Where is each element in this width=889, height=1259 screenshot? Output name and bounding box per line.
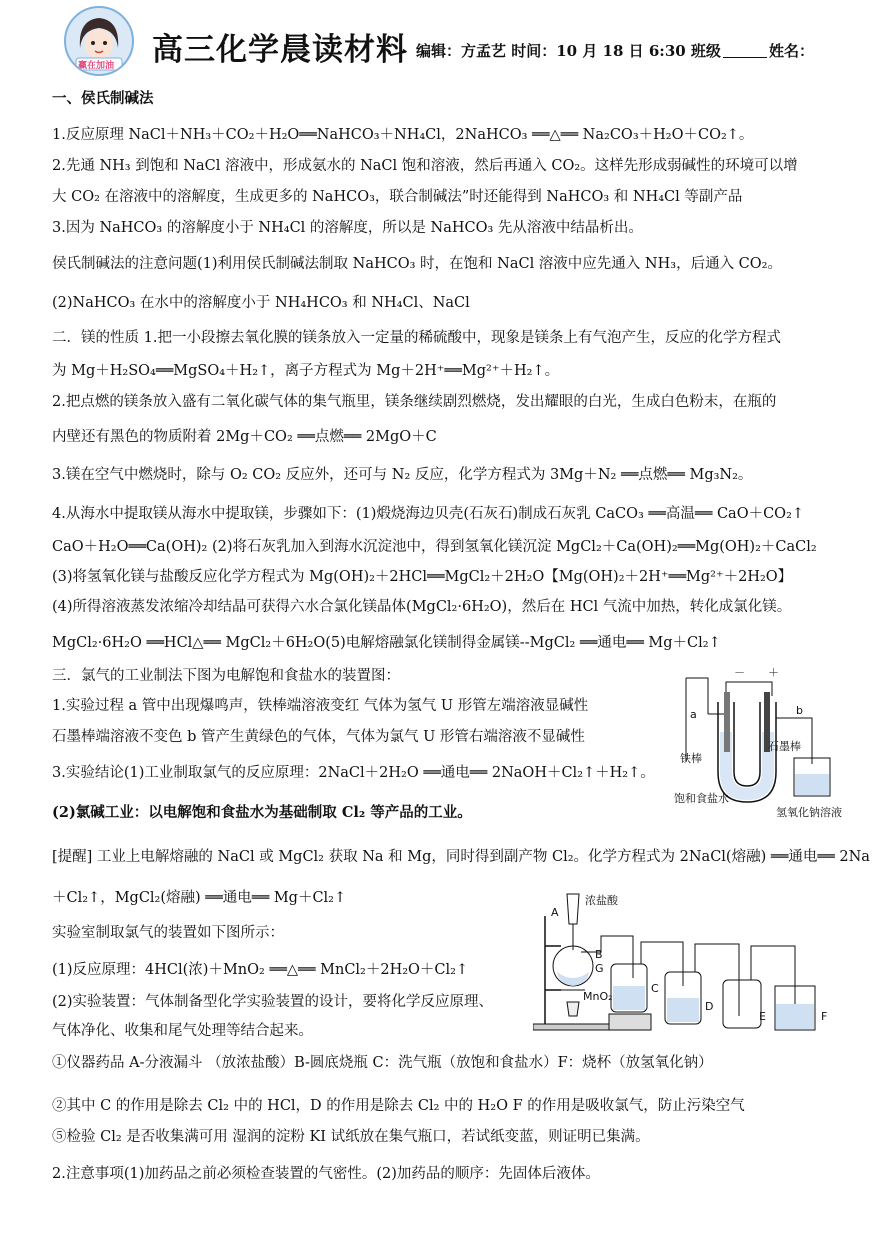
text-line: (2)实验装置：气体制备型化学实验装置的设计，要将化学反应原理、 (52, 994, 494, 1010)
header-meta (416, 40, 814, 61)
section-title-1: 一、侯氏制碱法 (52, 90, 154, 107)
meta-suffix: 姓名： (768, 42, 814, 60)
text-line: 3.因为 NaHCO₃ 的溶解度小于 NH₄Cl 的溶解度，所以是 NaHCO₃ 先从溶液中结晶析出。 (52, 220, 643, 236)
text-line: (2)NaHCO₃ 在水中的溶解度小于 NH₄HCO₃ 和 NH₄Cl、NaCl (52, 295, 470, 311)
electrolysis-figure (672, 662, 872, 822)
fig2-mno2-label: MnO₂ (583, 990, 613, 1003)
text-line: 大 CO₂ 在溶液中的溶解度，生成更多的 NaHCO₃，联合制碱法”时还能得到 NaHCO₃ 和 NH₄Cl 等副产品 (52, 189, 743, 205)
text-line: 2.先通 NH₃ 到饱和 NaCl 溶液中，形成氨水的 NaCl 饱和溶液，然后再通入 CO₂。这样先形成弱碱性的环境可以增 (52, 158, 798, 174)
page-title: 高三化学晨读材料 (152, 32, 408, 68)
fig2-label-c: C (651, 982, 659, 995)
text-line: 石墨棒端溶液不变色 b 管产生黄绿色的气体，气体为氯气 U 形管右端溶液不显碱性 (52, 729, 585, 745)
section-title-3: 三．氯气的工业制法下图为电解饱和食盐水的装置图： (52, 668, 400, 684)
text-line: ＋Cl₂↑，MgCl₂(熔融) ══通电══ Mg＋Cl₂↑ (52, 890, 347, 906)
text-line: 气体净化、收集和尾气处理等结合起来。 (52, 1023, 313, 1039)
fig2-label-b: B (595, 948, 603, 961)
text-line: 侯氏制碱法的注意问题(1)利用侯氏制碱法制取 NaHCO₃ 时，在饱和 NaCl 溶液中应先通入 NH₃，后通入 CO₂。 (52, 256, 782, 272)
text-line: 3.实验结论(1)工业制取氯气的反应原理：2NaCl＋2H₂O ══通电══ 2NaOH＋Cl₂↑＋H₂↑。 (52, 765, 655, 781)
fig2-label-d: D (705, 1000, 714, 1013)
text-line: ①仪器药品 A-分液漏斗 （放浓盐酸）B-圆底烧瓶 C：洗气瓶（放饱和食盐水）F：烧杯（放氢氧化钠） (52, 1055, 713, 1071)
text-line: 为 Mg＋H₂SO₄══MgSO₄＋H₂↑，离子方程式为 Mg＋2H⁺══Mg²⁺＋H₂↑。 (52, 363, 560, 379)
logo-text: 赢在加油 (78, 61, 115, 71)
text-line: CaO＋H₂O══Ca(OH)₂ (2)将石灰乳加入到海水沉淀池中，得到氢氧化镁沉淀 MgCl₂＋Ca(OH)₂══Mg(OH)₂＋CaCl₂ (52, 539, 817, 555)
fig1-minus: － (734, 666, 745, 679)
fig1-brine-label: 饱和食盐水 (674, 792, 729, 805)
text-line: 1.实验过程 a 管中出现爆鸣声，铁棒端溶液变红 气体为氢气 U 形管左端溶液显碱性 (52, 698, 589, 714)
fig2-label-f: F (821, 1010, 828, 1023)
fig1-a: a (690, 708, 697, 721)
class-blank (723, 43, 767, 58)
fig2-label-e: E (759, 1010, 766, 1023)
text-line: ②其中 C 的作用是除去 Cl₂ 中的 HCl，D 的作用是除去 Cl₂ 中的 H₂O F 的作用是吸收氯气，防止污染空气 (52, 1098, 745, 1114)
text-line: (2)氯碱工业：以电解饱和食盐水为基础制取 Cl₂ 等产品的工业。 (52, 804, 472, 821)
fig2-label-a: A (551, 906, 559, 919)
text-line: 内壁还有黑色的物质附着 2Mg＋CO₂ ══点燃══ 2MgO＋C (52, 429, 437, 445)
fig1-graphite-label: 石墨棒 (768, 740, 801, 753)
fig1-plus: ＋ (768, 666, 779, 679)
fig2-label-g: G (595, 962, 604, 975)
meta-prefix: 编辑：方孟艺 时间：10 月 18 日 6:30 班级 (416, 42, 721, 60)
text-line: 2.把点燃的镁条放入盛有二氧化碳气体的集气瓶里，镁条继续剧烈燃烧，发出耀眼的白光，生成白色粉末，在瓶的 (52, 394, 777, 410)
iron-rod (724, 692, 730, 752)
avatar-logo (64, 6, 134, 76)
text-line: 实验室制取氯气的装置如下图所示： (52, 925, 284, 941)
text-line: [提醒] 工业上电解熔融的 NaCl 或 MgCl₂ 获取 Na 和 Mg，同时得到副产物 Cl₂。化学方程式为 2NaCl(熔融) ══通电══ 2Na (52, 849, 870, 865)
fig1-iron-label: 铁棒 (680, 752, 702, 765)
text-line: (4)所得溶液蒸发浓缩冷却结晶可获得六水合氯化镁晶体(MgCl₂·6H₂O)，然后在 HCl 气流中加热，转化成氯化镁。 (52, 599, 792, 615)
chlorine-apparatus-figure (533, 886, 833, 1038)
fig1-b: b (796, 704, 803, 717)
section-title-2: 二．镁的性质 1.把一小段擦去氧化膜的镁条放入一定量的稀硫酸中，现象是镁条上有气泡产生，反应的化学方程式 (52, 330, 781, 346)
text-line: 1.反应原理 NaCl＋NH₃＋CO₂＋H₂O══NaHCO₃＋NH₄Cl，2NaHCO₃ ══△══ Na₂CO₃＋H₂O＋CO₂↑。 (52, 127, 754, 143)
text-line: 3.镁在空气中燃烧时，除与 O₂ CO₂ 反应外，还可与 N₂ 反应，化学方程式为 3Mg＋N₂ ══点燃══ Mg₃N₂。 (52, 467, 753, 483)
text-line: ⑤检验 Cl₂ 是否收集满可用 湿润的淀粉 KI 试纸放在集气瓶口，若试纸变蓝，则证明已集满。 (52, 1129, 650, 1145)
text-line: 2.注意事项(1)加药品之前必须检查装置的气密性。(2)加药品的顺序：先固体后液体。 (52, 1166, 600, 1182)
fig1-naoh-label: 氢氧化钠溶液 (776, 806, 842, 819)
fig2-acid-label: 浓盐酸 (585, 894, 618, 907)
text-line: (1)反应原理：4HCl(浓)＋MnO₂ ══△══ MnCl₂＋2H₂O＋Cl₂↑ (52, 962, 469, 978)
text-line: MgCl₂·6H₂O ══HCl△══ MgCl₂＋6H₂O(5)电解熔融氯化镁制得金属镁--MgCl₂ ══通电══ Mg＋Cl₂↑ (52, 635, 721, 651)
text-line: 4.从海水中提取镁从海水中提取镁，步骤如下：(1)煅烧海边贝壳(石灰石)制成石灰乳 CaCO₃ ══高温══ CaO＋CO₂↑ (52, 506, 805, 522)
text-line: (3)将氢氧化镁与盐酸反应化学方程式为 Mg(OH)₂＋2HCl══MgCl₂＋2H₂O【Mg(OH)₂＋2H⁺══Mg²⁺＋2H₂O】 (52, 569, 793, 585)
